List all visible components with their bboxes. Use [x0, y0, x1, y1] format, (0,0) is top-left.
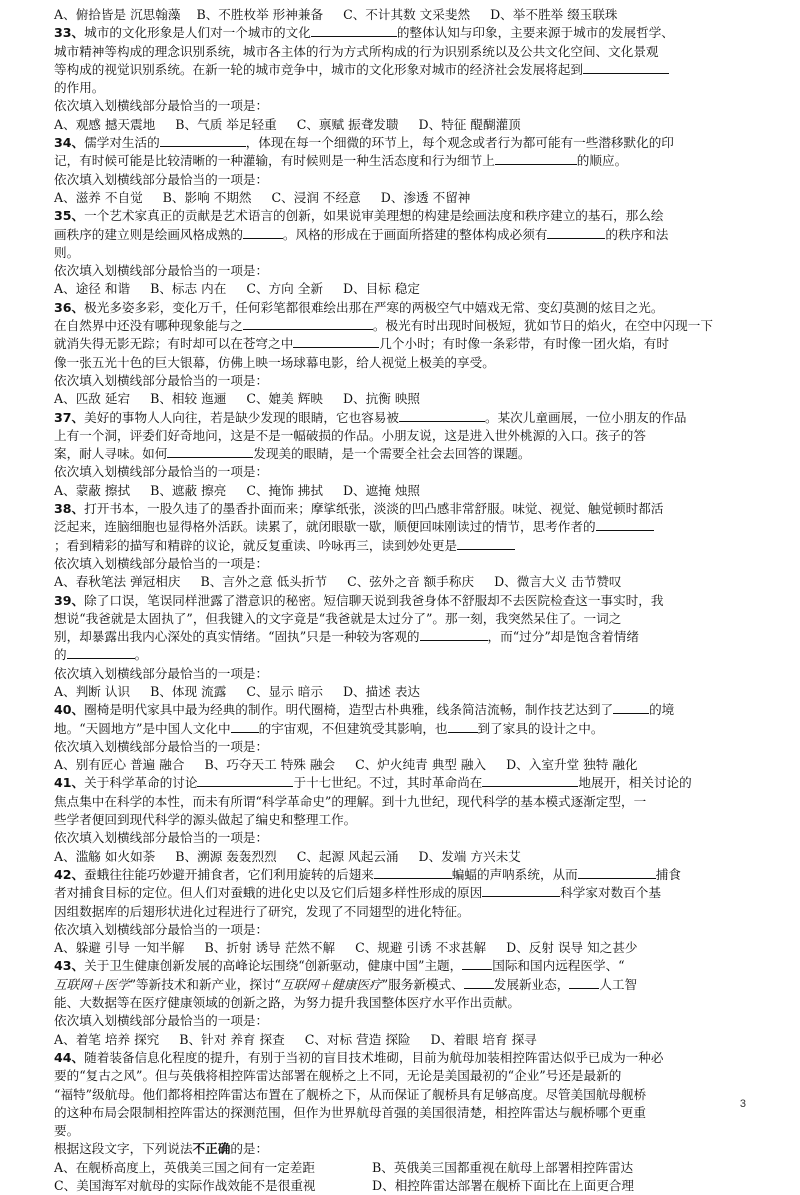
q38-line-1: 38、打开书本，一股久违了的墨香扑面而来；摩挲纸张，淡淡的凹凸感非常舒服。味觉、视觉、触觉顿时都活	[54, 501, 664, 517]
q38-number: 38、	[54, 501, 85, 517]
q39-line-1: 39、除了口误，笔误同样泄露了潜意识的秘密。短信聊天说到我爸身体不舒服却不去医院检查这一事实时，我	[54, 592, 664, 608]
q43-line-3: 能、大数据等在医疗健康领域的创新之路，为努力提升我国整体医疗水平作出贡献。	[54, 995, 520, 1011]
q33-line-2: 城市精神等构成的理念识别系统，城市各主体的行为方式所构成的行为识别系统以及公共文化空间、文化景观	[54, 43, 659, 59]
blank	[462, 957, 492, 970]
blank	[457, 537, 515, 550]
exam-page	[54, 6, 746, 1195]
blank	[293, 335, 379, 348]
q42-line-2: 者对捕食目标的定位。但人们对蚕蛾的进化史以及它们后翅多样性形成的原因 科学家对数百个基	[54, 885, 661, 901]
q41-line-3: 些学者便回到现代科学的源头做起了编史和整理工作。	[54, 812, 357, 828]
q34-prompt: 依次填入划横线部分最恰当的一项是：	[54, 171, 269, 187]
blank	[448, 720, 478, 733]
q41-line-2: 焦点集中在科学的本性，而未有所谓“科学革命史”的理解。到十九世纪，现代科学的基本模式逐渐定型，一	[54, 793, 647, 809]
blank	[311, 24, 397, 37]
q35-number: 35、	[54, 208, 85, 224]
blank	[464, 976, 494, 989]
q44-option-d: D、相控阵雷达部署在舰桥下面比在上面更合理	[372, 1178, 634, 1193]
q44-line-3: “福特”级航母。他们都将相控阵雷达布置在了舰桥之下，从而保证了舰桥具有足够高度。尽管美国航母舰桥	[54, 1086, 647, 1102]
q44-options-cd	[54, 1177, 746, 1195]
q34-line-2: 记，有时候可能是比较清晰的一种灌输，有时候则是一种生活态度和行为细节上 的顺应。	[54, 153, 628, 169]
q33-line-1: 33、城市的文化形象是人们对一个城市的文化 的整体认知与印象，主要来源于城市的发展哲学、	[54, 25, 674, 41]
q44-line-1: 44、随着装备信息化程度的提升，有别于当初的盲目技术堆砌，目前为航母加装相控阵雷达似乎已成为一种必	[54, 1049, 664, 1065]
q35-line-2: 画秩序的建立则是绘画风格成熟的 。风格的形成在于画面所搭建的整体构成必须有 的秩序和法	[54, 226, 669, 242]
q35-line-3: 则。	[54, 244, 80, 260]
q36-prompt: 依次填入划横线部分最恰当的一项是：	[54, 372, 269, 388]
q44-line-5: 要。	[54, 1123, 80, 1139]
q41-prompt: 依次填入划横线部分最恰当的一项是：	[54, 830, 269, 846]
blank	[160, 134, 246, 147]
q44-line-2: 要的“复古之风”。但与英俄将相控阵雷达部署在舰桥之上不同，无论是美国最初的“企业”号还是最新的	[54, 1068, 622, 1084]
q37-options: A、蒙蔽 擦拭 B、遮蔽 擦亮 C、掩饰 拂拭 D、遮掩 烛照	[54, 482, 421, 498]
q38-line-2: 泛起来，连脑细胞也显得格外活跃。读累了，就闭眼歇一歇，顺便回味刚读过的情节，思考作者的	[54, 518, 746, 536]
page-number: 3	[739, 1098, 746, 1110]
q33-line-4: 的作用。	[54, 80, 105, 96]
q43-line-2: 互联网＋医学”等新技术和新产业，探讨“互联网＋健康医疗”服务新模式、 发展新业态， 人工智	[54, 976, 638, 992]
blank	[482, 884, 560, 897]
blank	[613, 701, 649, 714]
q43-line-1: 43、关于卫生健康创新发展的高峰论坛围绕“创新驱动，健康中国”主题， 国际和国内远程医学、“	[54, 958, 625, 974]
q42-line-1: 42、蚕蛾往往能巧妙避开捕食者，它们利用旋转的后翅来 蝙蝠的声呐系统，从而 捕食	[54, 866, 681, 882]
q38-prompt: 依次填入划横线部分最恰当的一项是：	[54, 555, 269, 571]
blank	[374, 866, 452, 879]
blank	[67, 646, 135, 659]
q44-option-c: C、美国海军对航母的实际作战效能不是很重视	[54, 1178, 316, 1193]
q43-prompt: 依次填入划横线部分最恰当的一项是：	[54, 1013, 269, 1029]
q34-options: A、滋养 不自觉 B、影响 不期然 C、浸润 不经意 D、渗透 不留神	[54, 189, 471, 205]
blank	[578, 866, 656, 879]
q33-prompt: 依次填入划横线部分最恰当的一项是：	[54, 98, 269, 114]
q44-prompt: 根据这段文字，下列说法不正确的是：	[54, 1141, 269, 1157]
blank	[197, 774, 293, 787]
q40-line-1: 40、圈椅是明代家具中最为经典的制作。明代圈椅，造型古朴典雅，线条简洁流畅，制作技艺达到了 的境	[54, 702, 675, 718]
q40-number: 40、	[54, 702, 85, 718]
q39-line-4: 的 。	[54, 647, 148, 663]
q36-line-1: 36、极光多姿多彩，变化万千，任何彩笔都很难绘出那在严寒的两极空气中嬉戏无常、变幻莫测的炫目之光。	[54, 299, 664, 315]
q34-number: 34、	[54, 135, 85, 151]
blank	[399, 409, 485, 422]
q35-prompt: 依次填入划横线部分最恰当的一项是：	[54, 263, 269, 279]
blank	[482, 774, 578, 787]
q33-line-3: 等构成的视觉识别系统。在新一轮的城市竞争中，城市的文化形象对城市的经济社会发展将起到	[54, 61, 746, 79]
q42-options: A、躲避 引导 一知半解 B、折射 诱导 茫然不解 C、规避 引诱 不求甚解 D、反射 误导 知之甚少	[54, 940, 638, 956]
q42-number: 42、	[54, 866, 85, 882]
q36-line-4: 像一张五光十色的巨大银幕，仿佛上映一场球幕电影，给人视觉上极美的享受。	[54, 354, 495, 370]
q44-options-ab	[54, 1159, 746, 1177]
q37-prompt: 依次填入划横线部分最恰当的一项是：	[54, 464, 269, 480]
q36-number: 36、	[54, 299, 85, 315]
q35-options: A、途径 和谐 B、标志 内在 C、方向 全新 D、目标 稳定	[54, 281, 421, 297]
q37-number: 37、	[54, 409, 85, 425]
q41-line-1: 41、关于科学革命的讨论 于十七世纪。不过，其时革命尚在 地展开，相关讨论的	[54, 775, 692, 791]
q39-number: 39、	[54, 592, 85, 608]
q37-line-2: 上有一个洞，评委们好奇地问，这是不是一幅破损的作品。小朋友说，这是进入世外桃源的入口。孩子的答	[54, 427, 646, 443]
q44-line-4: 的这种布局会限制相控阵雷达的探测范围，但作为世界航母首强的美国很清楚，相控阵雷达与舰桥哪个更重	[54, 1104, 646, 1120]
q39-options: A、判断 认识 B、体现 流露 C、显示 暗示 D、描述 表达	[54, 683, 421, 699]
q43-number: 43、	[54, 958, 85, 974]
blank	[569, 976, 599, 989]
q44-number: 44、	[54, 1049, 85, 1065]
q33-number: 33、	[54, 25, 85, 41]
blank	[243, 317, 373, 330]
blank	[495, 152, 577, 165]
q40-options: A、别有匠心 普遍 融合 B、巧夺天工 特殊 融会 C、炉火纯青 典型 融入 D、入室升堂 独特 融化	[54, 757, 638, 773]
q40-line-2: 地。“天圆地方”是中国人文化中 的宇宙观，不但建筑受其影响，也 到了家具的设计之中。	[54, 720, 604, 736]
q39-line-3: 别，却暴露出我内心深处的真实情绪。“固执”只是一种较为客观的 ，而“过分”却是饱含着情绪	[54, 629, 639, 645]
q34-line-1: 34、儒学对生活的 ，体现在每一个细微的环节上，每个观念或者行为都可能有一些潜移默化的印	[54, 135, 674, 151]
q37-line-1: 37、美好的事物人人向往，若是缺少发现的眼睛，它也容易被 。某次儿童画展，一位小朋友的作品	[54, 409, 687, 425]
q44-option-a: A、在舰桥高度上，英俄美三国之间有一定差距	[54, 1159, 315, 1175]
q40-prompt: 依次填入划横线部分最恰当的一项是：	[54, 738, 269, 754]
q36-line-3: 就消失得无影无踪；有时却可以在苍穹之中 几个小时；有时像一条彩带，有时像一团火焰，有时	[54, 336, 669, 352]
q32-options: A、俯拾皆是 沉思翰藻 B、不胜枚举 形神兼备 C、不计其数 文采斐然 D、举不胜举 缀玉联珠	[54, 7, 618, 22]
q38-line-3: ；看到精彩的描写和精辟的议论，就反复重读、吟咏再三，读到妙处更是	[54, 537, 746, 555]
q44-option-b: B、英俄美三国都重视在航母上部署相控阵雷达	[372, 1159, 634, 1175]
blank	[167, 445, 253, 458]
q39-prompt: 依次填入划横线部分最恰当的一项是：	[54, 665, 269, 681]
q41-options: A、滥觞 如火如荼 B、溯源 轰轰烈烈 C、起源 风起云涌 D、发端 方兴未艾	[54, 848, 521, 864]
q42-prompt: 依次填入划横线部分最恰当的一项是：	[54, 921, 269, 937]
q33-options: A、观感 撼天震地 B、气质 举足轻重 C、禀赋 振聋发聩 D、特征 醍醐灌顶	[54, 116, 521, 132]
q36-line-2: 在自然界中还没有哪种现象能与之 。极光有时出现时间极短，犹如节日的焰火，在空中闪现一下	[54, 318, 713, 334]
blank	[243, 226, 283, 239]
q39-line-2: 想说“我爸就是太固执了”，但我键入的文字竟是“我爸就是太过分了”。那一刻，我突然呆住了。一词之	[54, 610, 622, 626]
q38-options: A、春秋笔法 弹冠相庆 B、言外之意 低头折节 C、弦外之音 额手称庆 D、微言大义 击节赞叹	[54, 574, 622, 590]
q36-options: A、匹敌 延宕 B、相较 迤逦 C、媲美 辉映 D、抗衡 映照	[54, 391, 421, 407]
q37-line-3: 案，耐人寻味。如何 发现美的眼睛，是一个需要全社会去回答的课题。	[54, 446, 531, 462]
q41-number: 41、	[54, 775, 85, 791]
q42-line-3: 因组数据库的后翅形状进化过程进行了研究，发现了不同翅型的进化特征。	[54, 903, 470, 919]
blank	[420, 628, 488, 641]
blank	[231, 720, 259, 733]
blank	[547, 226, 605, 239]
q43-options: A、着笔 培养 探究 B、针对 养育 探查 C、对标 营造 探险 D、着眼 培育 探寻	[54, 1031, 537, 1047]
emphasis-not-correct: 不正确	[192, 1141, 231, 1157]
blank	[596, 518, 654, 531]
blank	[583, 61, 669, 74]
q35-line-1: 35、一个艺术家真正的贡献是艺术语言的创新，如果说审美理想的构建是绘画法度和秩序建立的基石，那么绘	[54, 208, 664, 224]
